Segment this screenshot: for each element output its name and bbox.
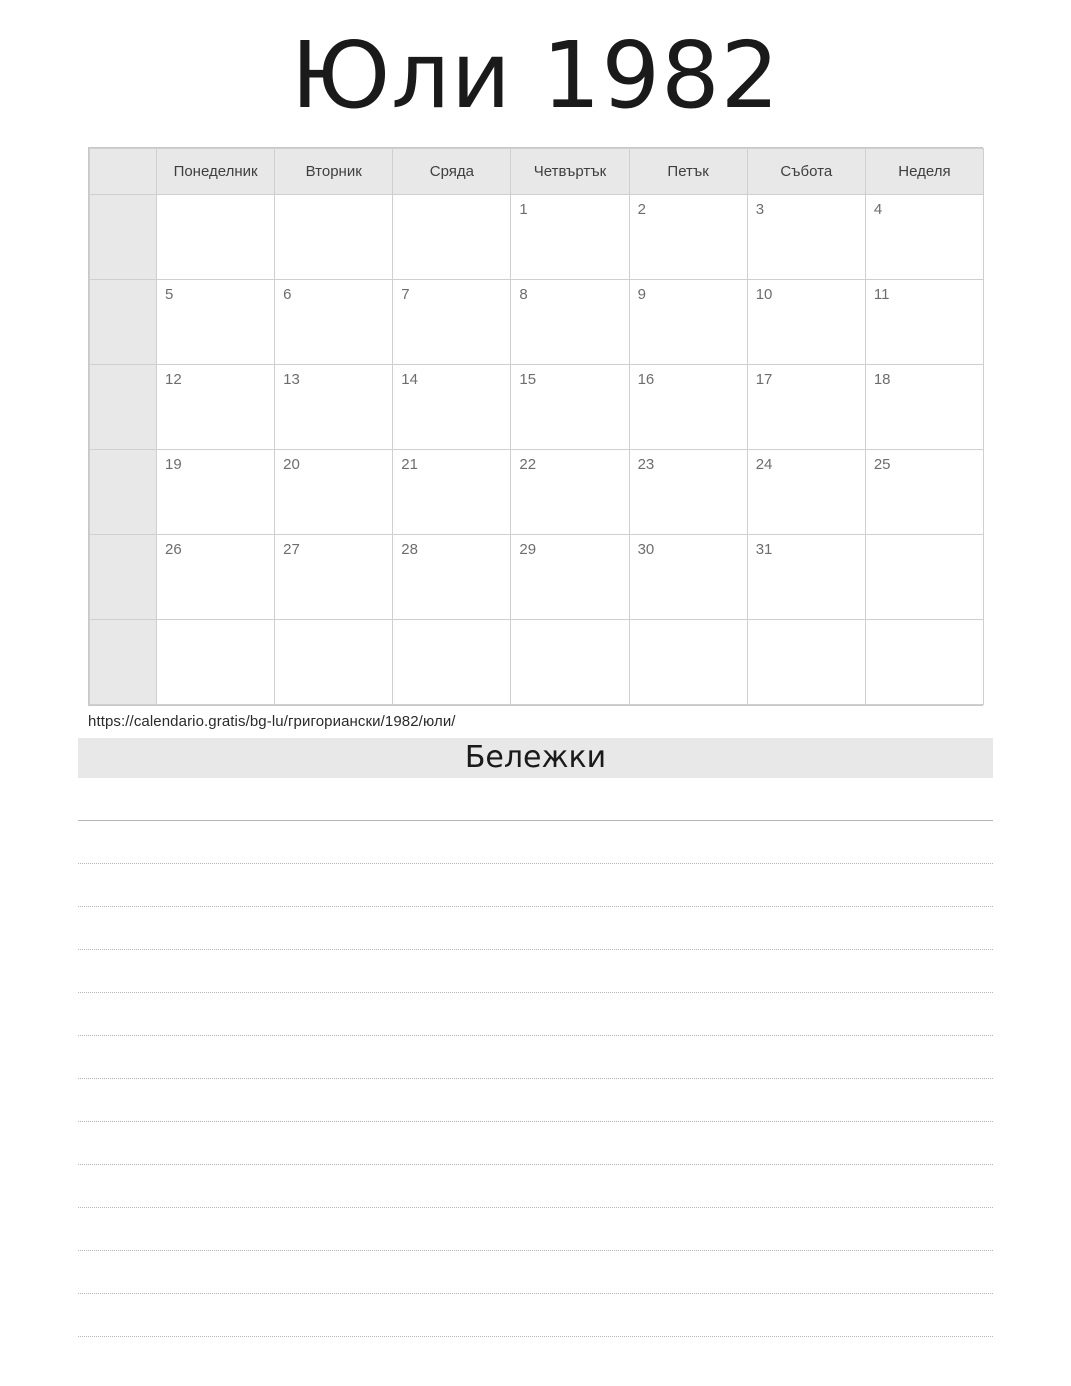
day-number: 18 [873, 370, 891, 388]
calendar-week-row [90, 449, 984, 534]
day-number: 9 [637, 285, 646, 303]
calendar-corner-cell [90, 148, 157, 194]
week-label-cell [90, 619, 157, 704]
day-cell[interactable] [865, 534, 983, 619]
note-line[interactable] [78, 1036, 993, 1079]
notes-heading: Бележки [78, 738, 993, 778]
note-line[interactable] [78, 1294, 993, 1337]
calendar-week-row [90, 619, 984, 704]
day-number: 4 [873, 200, 883, 218]
calendar-header-row [90, 148, 984, 194]
day-number: 15 [519, 370, 537, 388]
day-number: 17 [755, 370, 773, 388]
day-number: 22 [519, 455, 537, 473]
day-cell[interactable] [865, 194, 983, 279]
day-cell[interactable] [157, 364, 275, 449]
day-number: 5 [165, 285, 174, 303]
day-cell[interactable] [275, 364, 393, 449]
calendar-week-row [90, 364, 984, 449]
note-line[interactable] [78, 1165, 993, 1208]
calendar-table [89, 148, 984, 705]
week-label-cell [90, 194, 157, 279]
note-line[interactable] [78, 907, 993, 950]
day-cell[interactable] [865, 619, 983, 704]
day-cell[interactable] [157, 194, 275, 279]
day-number: 7 [401, 285, 410, 303]
day-cell[interactable] [747, 279, 865, 364]
day-cell[interactable] [393, 619, 511, 704]
day-number: 6 [283, 285, 292, 303]
week-label-cell [90, 279, 157, 364]
day-cell[interactable] [747, 194, 865, 279]
day-cell[interactable] [275, 279, 393, 364]
note-line[interactable] [78, 993, 993, 1036]
day-cell[interactable] [511, 279, 629, 364]
day-number: 29 [519, 540, 537, 558]
day-number: 16 [637, 370, 655, 388]
day-cell[interactable] [275, 534, 393, 619]
day-number: 3 [755, 200, 765, 218]
day-cell[interactable] [393, 449, 511, 534]
day-cell[interactable] [865, 449, 983, 534]
day-number: 12 [165, 370, 182, 388]
day-number: 10 [755, 285, 773, 303]
day-cell[interactable] [393, 279, 511, 364]
day-cell[interactable] [393, 194, 511, 279]
day-cell[interactable] [157, 449, 275, 534]
day-cell[interactable] [865, 364, 983, 449]
day-number: 24 [755, 455, 773, 473]
weekday-header-wednesday: Сряда [393, 148, 511, 194]
day-number: 31 [755, 540, 773, 558]
day-cell[interactable] [511, 534, 629, 619]
day-number: 23 [637, 455, 655, 473]
weekday-header-sunday: Неделя [865, 148, 983, 194]
day-cell[interactable] [747, 534, 865, 619]
note-line[interactable] [78, 778, 993, 821]
day-number: 26 [165, 540, 182, 558]
page-title: Юли 1982 [290, 22, 781, 129]
week-label-cell [90, 364, 157, 449]
day-number: 25 [873, 455, 891, 473]
note-line[interactable] [78, 821, 993, 864]
calendar-week-row [90, 534, 984, 619]
calendar-week-row [90, 194, 984, 279]
week-label-cell [90, 534, 157, 619]
weekday-header-saturday: Събота [747, 148, 865, 194]
calendar-container [88, 147, 983, 706]
day-cell[interactable] [393, 534, 511, 619]
weekday-header-monday: Понеделник [157, 148, 275, 194]
day-cell[interactable] [629, 534, 747, 619]
weekday-header-friday: Петък [629, 148, 747, 194]
day-cell[interactable] [511, 449, 629, 534]
day-number: 28 [401, 540, 418, 558]
day-cell[interactable] [747, 364, 865, 449]
day-cell[interactable] [275, 449, 393, 534]
day-number: 14 [401, 370, 418, 388]
note-line[interactable] [78, 864, 993, 907]
day-cell[interactable] [393, 364, 511, 449]
note-line[interactable] [78, 1251, 993, 1294]
weekday-header-tuesday: Вторник [275, 148, 393, 194]
day-cell[interactable] [629, 279, 747, 364]
day-cell[interactable] [275, 194, 393, 279]
day-cell[interactable] [511, 364, 629, 449]
day-cell[interactable] [157, 279, 275, 364]
day-cell[interactable] [629, 619, 747, 704]
calendar-week-row [90, 279, 984, 364]
notes-lines-container[interactable] [78, 778, 993, 1337]
day-number: 2 [637, 200, 646, 218]
day-cell[interactable] [157, 534, 275, 619]
day-cell[interactable] [275, 619, 393, 704]
weekday-header-thursday: Четвъртък [511, 148, 629, 194]
week-label-cell [90, 449, 157, 534]
note-line[interactable] [78, 1079, 993, 1122]
note-line[interactable] [78, 1122, 993, 1165]
day-number: 8 [519, 285, 528, 303]
day-cell[interactable] [747, 449, 865, 534]
day-number: 20 [283, 455, 300, 473]
note-line[interactable] [78, 950, 993, 993]
day-cell[interactable] [629, 449, 747, 534]
day-number: 30 [637, 540, 655, 558]
day-number: 13 [283, 370, 300, 388]
day-number: 27 [283, 540, 300, 558]
day-number: 1 [519, 200, 528, 218]
day-number: 11 [873, 285, 890, 303]
day-cell[interactable] [865, 279, 983, 364]
day-number: 21 [401, 455, 418, 473]
day-number: 19 [165, 455, 182, 473]
source-url[interactable]: https://calendario.gratis/bg-lu/григориански/1982/юли/ [88, 712, 456, 730]
day-cell[interactable] [629, 194, 747, 279]
note-line[interactable] [78, 1208, 993, 1251]
day-cell[interactable] [511, 619, 629, 704]
day-cell[interactable] [511, 194, 629, 279]
day-cell[interactable] [747, 619, 865, 704]
day-cell[interactable] [629, 364, 747, 449]
day-cell[interactable] [157, 619, 275, 704]
